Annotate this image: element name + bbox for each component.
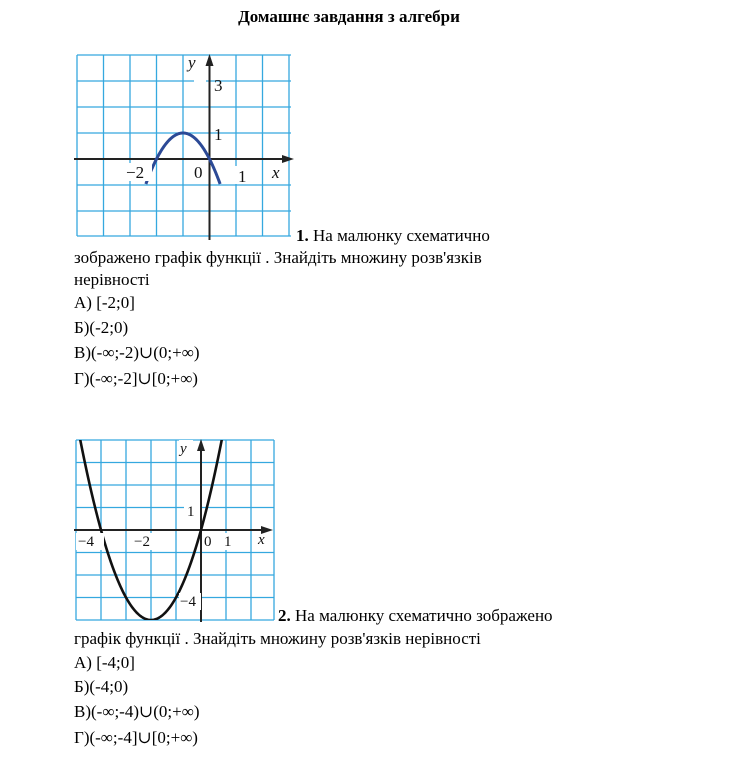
y-tick-1: 1 [214, 125, 223, 144]
problem-1-text-2: нерівності [74, 270, 150, 289]
problem-2-heading [278, 606, 553, 626]
origin-label-2: 0 [204, 534, 212, 550]
y-label-1: y [188, 53, 196, 72]
problem-1-option-b: Б)(-2;0) [74, 318, 129, 337]
problem-1-number: 1. [296, 226, 309, 245]
problem-1-text: зображено графік функції . Знайдіть множину розв'язків [74, 248, 482, 267]
problem-1-option-a: А) [-2;0] [74, 293, 135, 312]
grid-1 [77, 55, 291, 236]
problem-2-intro: На малюнку схематично зображено [290, 606, 553, 625]
y-axis-arrow-1 [206, 54, 214, 66]
problem-1-heading [296, 226, 490, 246]
y-axis-arrow-2 [197, 439, 205, 451]
x-axis-arrow-1 [282, 155, 294, 163]
x-label-2: x [258, 532, 265, 548]
problem-1-intro: На малюнку схематично [308, 226, 490, 245]
problem-2-option-c: В)(-∞;-4)∪(0;+∞) [74, 702, 200, 721]
problem-1-option-d: Г)(-∞;-2]∪[0;+∞) [74, 369, 198, 388]
problem-2-option-d: Г)(-∞;-4]∪[0;+∞) [74, 728, 198, 747]
x-tick-1: 1 [238, 167, 247, 186]
x-label-1: x [272, 163, 280, 182]
y-tick-2-1: 1 [187, 504, 195, 520]
problem-2-option-a: А) [-4;0] [74, 653, 135, 672]
graph-2 [74, 436, 278, 622]
origin-label-1: 0 [194, 163, 203, 182]
y-tick-2-neg4: −4 [180, 594, 196, 610]
page-title: Домашнє завдання з алгебри [238, 7, 460, 26]
x-tick-neg2-2: −2 [134, 534, 150, 550]
y-tick-3: 3 [214, 76, 223, 95]
parabola-2 [74, 436, 231, 620]
graph-1 [74, 52, 296, 240]
x-tick-neg2: −2 [126, 163, 145, 182]
x-tick-2-1: 1 [224, 534, 232, 550]
x-tick-neg4: −4 [78, 534, 94, 550]
problem-2-number: 2. [278, 606, 291, 625]
problem-2-option-b: Б)(-4;0) [74, 677, 129, 696]
problem-2-text: графік функції . Знайдіть множину розв'язків нерівності [74, 629, 481, 648]
y-label-2: y [180, 441, 187, 457]
problem-1-option-c: В)(-∞;-2)∪(0;+∞) [74, 343, 200, 362]
